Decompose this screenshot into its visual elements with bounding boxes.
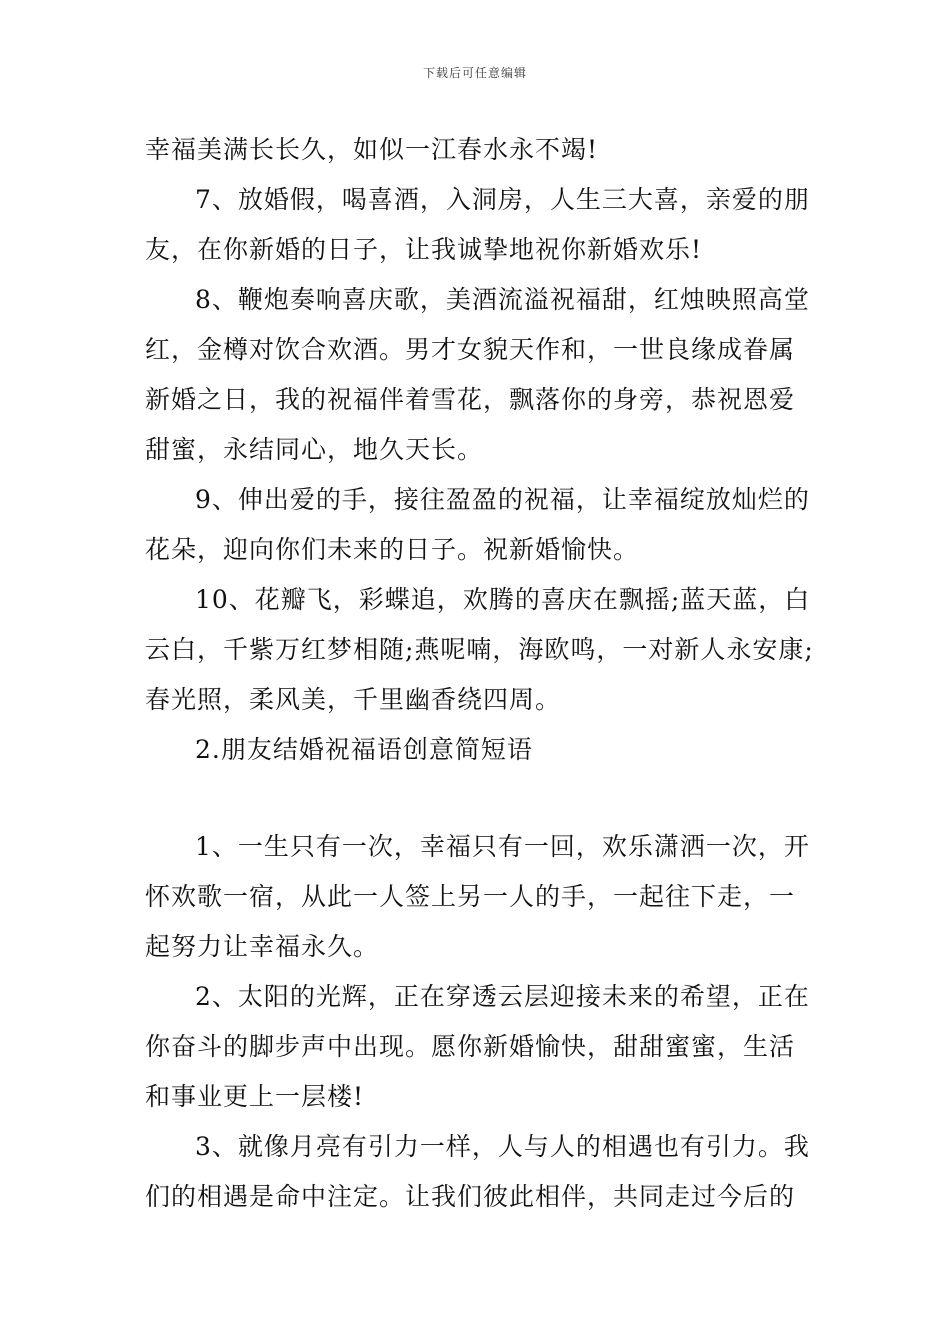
text-line: 起努力让幸福永久。: [145, 932, 380, 961]
text-line: 友，在你新婚的日子，让我诚挚地祝你新婚欢乐!: [145, 235, 703, 264]
text-line: 你奋斗的脚步声中出现。愿你新婚愉快，甜甜蜜蜜，生活: [145, 1032, 796, 1061]
text-line: 怀欢歌一宿，从此一人签上另一人的手，一起往下走，一: [145, 882, 796, 911]
text-line: 和事业更上一层楼!: [145, 1082, 365, 1111]
text-line: 云白，千紫万红梦相随;燕呢喃，海欧鸣，一对新人永安康;: [145, 635, 814, 664]
text-line: 1、一生只有一次，幸福只有一回，欢乐潇洒一次，开: [195, 832, 810, 861]
text-line: 8、鞭炮奏响喜庆歌，美酒流溢祝福甜，红烛映照高堂: [195, 285, 810, 314]
text-line: 春光照，柔风美，千里幽香绕四周。: [145, 685, 562, 714]
text-line: 幸福美满长长久，如似一江春水永不竭!: [145, 135, 599, 164]
text-line: 9、伸出爱的手，接往盈盈的祝福，让幸福绽放灿烂的: [195, 485, 810, 514]
text-line: 甜蜜，永结同心，地久天长。: [145, 435, 484, 464]
text-line: 们的相遇是命中注定。让我们彼此相伴，共同走过今后的: [145, 1182, 796, 1211]
text-line: 新婚之日，我的祝福伴着雪花，飘落你的身旁，恭祝恩爱: [145, 385, 796, 414]
text-line: 花朵，迎向你们未来的日子。祝新婚愉快。: [145, 535, 640, 564]
section-heading: 2.朋友结婚祝福语创意简短语: [195, 735, 533, 764]
text-line: 3、就像月亮有引力一样，人与人的相遇也有引力。我: [195, 1132, 810, 1161]
text-line: 10、花瓣飞，彩蝶追，欢腾的喜庆在飘摇;蓝天蓝，白: [195, 585, 811, 614]
text-line: 红，金樽对饮合欢酒。男才女貌天作和，一世良缘成眷属: [145, 335, 796, 364]
text-line: 2、太阳的光辉，正在穿透云层迎接未来的希望，正在: [195, 982, 810, 1011]
text-line: 7、放婚假，喝喜酒，入洞房，人生三大喜，亲爱的朋: [195, 185, 810, 214]
page-header: 下载后可任意编辑: [422, 66, 527, 80]
